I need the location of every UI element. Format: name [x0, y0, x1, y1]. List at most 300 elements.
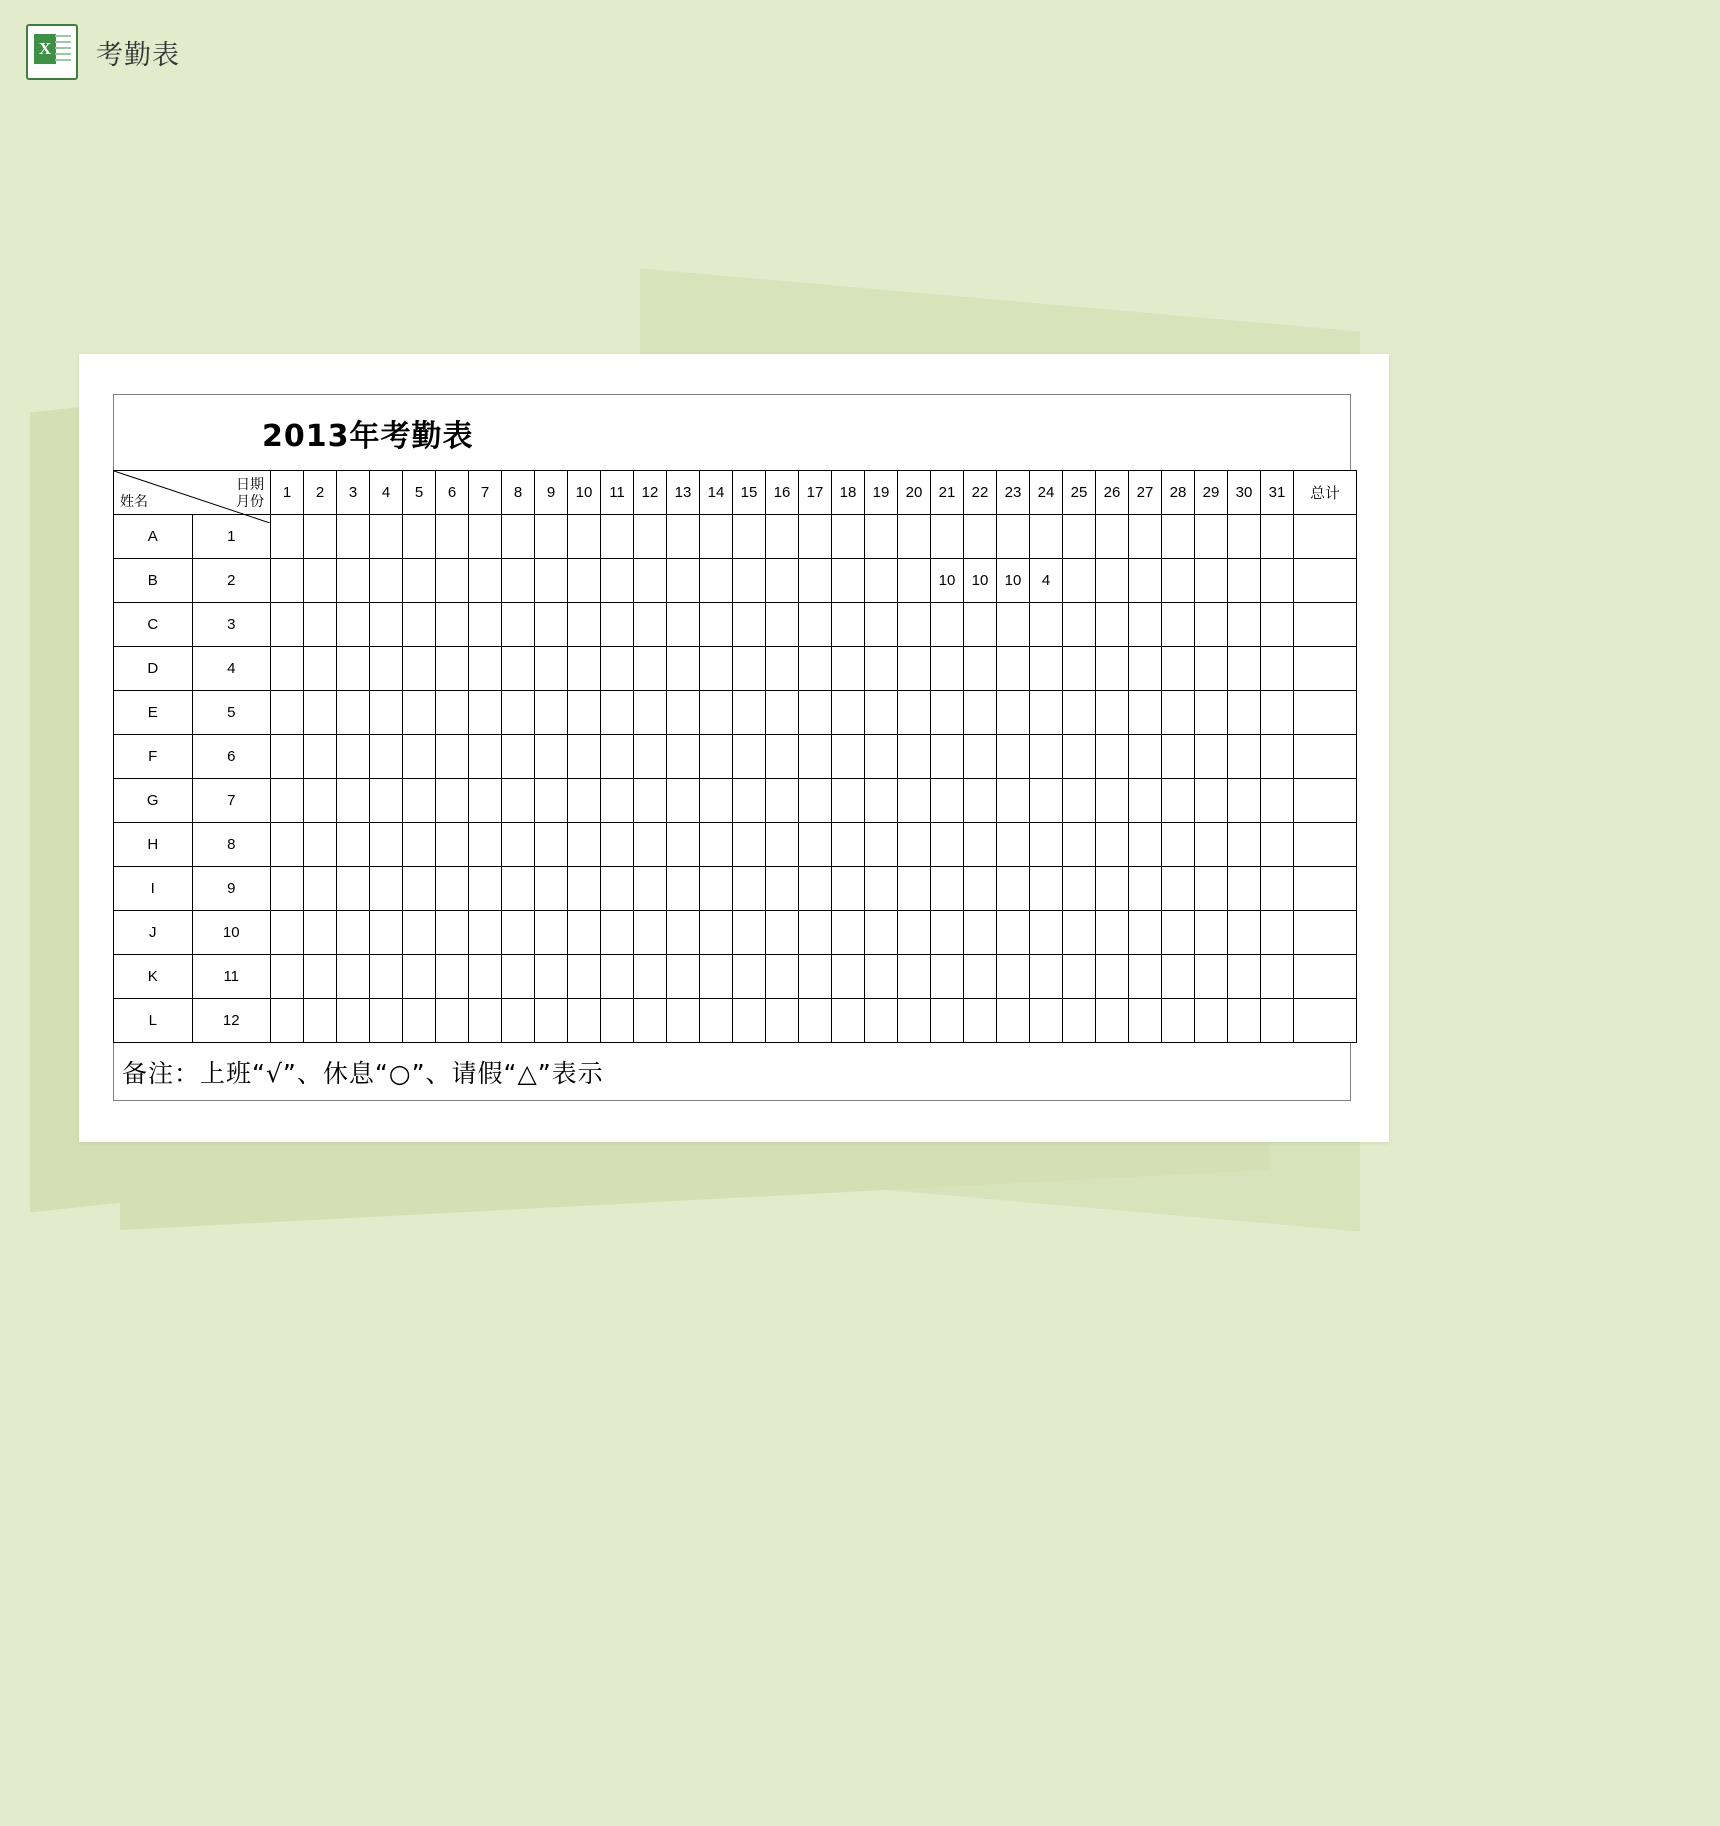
- cell-day-value[interactable]: [535, 955, 568, 999]
- cell-day-value[interactable]: [469, 735, 502, 779]
- cell-name[interactable]: J: [114, 911, 193, 955]
- cell-day-value[interactable]: [766, 735, 799, 779]
- cell-day-value[interactable]: [502, 779, 535, 823]
- cell-day-value[interactable]: [931, 735, 964, 779]
- cell-day-value[interactable]: [667, 779, 700, 823]
- cell-day-value[interactable]: [535, 603, 568, 647]
- cell-day-value[interactable]: [733, 867, 766, 911]
- cell-day-value[interactable]: [1228, 911, 1261, 955]
- cell-day-value[interactable]: [799, 559, 832, 603]
- cell-day-value[interactable]: [1030, 955, 1063, 999]
- cell-day-value[interactable]: [997, 515, 1030, 559]
- cell-day-value[interactable]: [766, 691, 799, 735]
- cell-day-value[interactable]: [370, 647, 403, 691]
- cell-day-value[interactable]: [733, 603, 766, 647]
- cell-day-value[interactable]: [799, 955, 832, 999]
- cell-day-value[interactable]: [700, 823, 733, 867]
- cell-day-value[interactable]: [304, 911, 337, 955]
- cell-day-value[interactable]: [1129, 823, 1162, 867]
- cell-day-value[interactable]: [1063, 999, 1096, 1043]
- cell-day-value[interactable]: [733, 515, 766, 559]
- cell-day-value[interactable]: [1063, 867, 1096, 911]
- cell-day-value[interactable]: [304, 515, 337, 559]
- cell-day-value[interactable]: [667, 515, 700, 559]
- cell-day-value[interactable]: [832, 911, 865, 955]
- cell-total[interactable]: [1294, 515, 1357, 559]
- cell-day-value[interactable]: [832, 955, 865, 999]
- cell-day-value[interactable]: [436, 911, 469, 955]
- cell-day-value[interactable]: [733, 559, 766, 603]
- cell-day-value[interactable]: [931, 603, 964, 647]
- cell-day-value[interactable]: [1195, 691, 1228, 735]
- cell-day-value[interactable]: [1162, 867, 1195, 911]
- cell-day-value[interactable]: [403, 823, 436, 867]
- cell-day-value[interactable]: [535, 911, 568, 955]
- cell-day-value[interactable]: [1228, 955, 1261, 999]
- cell-day-value[interactable]: [799, 911, 832, 955]
- cell-day-value[interactable]: [601, 735, 634, 779]
- cell-day-value[interactable]: [271, 647, 304, 691]
- cell-day-value[interactable]: [964, 999, 997, 1043]
- cell-day-value[interactable]: [601, 647, 634, 691]
- cell-day-value[interactable]: [304, 647, 337, 691]
- cell-day-value[interactable]: [1228, 779, 1261, 823]
- cell-day-value[interactable]: [502, 647, 535, 691]
- cell-day-value[interactable]: [898, 867, 931, 911]
- cell-month[interactable]: 7: [192, 779, 271, 823]
- cell-day-value[interactable]: [535, 823, 568, 867]
- cell-day-value[interactable]: [1261, 691, 1294, 735]
- cell-day-value[interactable]: [898, 735, 931, 779]
- cell-day-value[interactable]: [304, 691, 337, 735]
- cell-day-value[interactable]: [667, 955, 700, 999]
- cell-day-value[interactable]: [1195, 559, 1228, 603]
- cell-total[interactable]: [1294, 691, 1357, 735]
- cell-day-value[interactable]: [766, 955, 799, 999]
- cell-day-value[interactable]: [502, 911, 535, 955]
- cell-day-value[interactable]: [337, 867, 370, 911]
- cell-day-value[interactable]: [865, 955, 898, 999]
- cell-day-value[interactable]: [601, 823, 634, 867]
- cell-day-value[interactable]: [403, 779, 436, 823]
- cell-day-value[interactable]: [1162, 603, 1195, 647]
- cell-day-value[interactable]: [568, 515, 601, 559]
- cell-day-value[interactable]: [1096, 823, 1129, 867]
- cell-day-value[interactable]: [1195, 823, 1228, 867]
- cell-name[interactable]: C: [114, 603, 193, 647]
- cell-day-value[interactable]: [271, 559, 304, 603]
- cell-day-value[interactable]: [634, 603, 667, 647]
- cell-day-value[interactable]: [1096, 779, 1129, 823]
- cell-day-value[interactable]: [931, 867, 964, 911]
- cell-month[interactable]: 5: [192, 691, 271, 735]
- cell-day-value[interactable]: [1030, 911, 1063, 955]
- cell-day-value[interactable]: [997, 911, 1030, 955]
- cell-day-value[interactable]: [1129, 603, 1162, 647]
- cell-day-value[interactable]: [469, 911, 502, 955]
- cell-day-value[interactable]: [766, 999, 799, 1043]
- cell-day-value[interactable]: [799, 647, 832, 691]
- cell-day-value[interactable]: [1030, 603, 1063, 647]
- cell-day-value[interactable]: [337, 647, 370, 691]
- cell-day-value[interactable]: [799, 823, 832, 867]
- cell-day-value[interactable]: [469, 603, 502, 647]
- cell-day-value[interactable]: [766, 647, 799, 691]
- cell-day-value[interactable]: [403, 955, 436, 999]
- cell-day-value[interactable]: [964, 867, 997, 911]
- cell-day-value[interactable]: [799, 735, 832, 779]
- cell-day-value[interactable]: [1195, 603, 1228, 647]
- cell-total[interactable]: [1294, 603, 1357, 647]
- cell-day-value[interactable]: [1096, 735, 1129, 779]
- cell-day-value[interactable]: [337, 999, 370, 1043]
- cell-day-value[interactable]: [1096, 911, 1129, 955]
- cell-day-value[interactable]: [1129, 647, 1162, 691]
- cell-day-value[interactable]: [931, 999, 964, 1043]
- cell-day-value[interactable]: [1195, 515, 1228, 559]
- cell-day-value[interactable]: [1030, 691, 1063, 735]
- cell-day-value[interactable]: [931, 691, 964, 735]
- cell-day-value[interactable]: [469, 955, 502, 999]
- cell-day-value[interactable]: [1129, 999, 1162, 1043]
- cell-name[interactable]: A: [114, 515, 193, 559]
- cell-day-value[interactable]: [502, 999, 535, 1043]
- cell-day-value[interactable]: [337, 515, 370, 559]
- cell-day-value[interactable]: [799, 691, 832, 735]
- cell-day-value[interactable]: [1063, 911, 1096, 955]
- cell-day-value[interactable]: [271, 603, 304, 647]
- cell-day-value[interactable]: [898, 559, 931, 603]
- cell-day-value[interactable]: [403, 999, 436, 1043]
- cell-day-value[interactable]: [733, 823, 766, 867]
- cell-day-value[interactable]: [1261, 867, 1294, 911]
- cell-day-value[interactable]: [700, 603, 733, 647]
- cell-total[interactable]: [1294, 999, 1357, 1043]
- cell-day-value[interactable]: [931, 823, 964, 867]
- cell-day-value[interactable]: [1030, 823, 1063, 867]
- cell-day-value[interactable]: [865, 823, 898, 867]
- cell-day-value[interactable]: [700, 559, 733, 603]
- cell-day-value[interactable]: [1228, 735, 1261, 779]
- cell-day-value[interactable]: [1228, 559, 1261, 603]
- cell-day-value[interactable]: [1030, 515, 1063, 559]
- cell-day-value[interactable]: [634, 955, 667, 999]
- cell-day-value[interactable]: 4: [1030, 559, 1063, 603]
- cell-day-value[interactable]: [568, 823, 601, 867]
- cell-day-value[interactable]: [1261, 647, 1294, 691]
- cell-day-value[interactable]: [436, 515, 469, 559]
- cell-day-value[interactable]: [1228, 515, 1261, 559]
- cell-day-value[interactable]: [568, 691, 601, 735]
- cell-day-value[interactable]: [304, 779, 337, 823]
- cell-day-value[interactable]: [1162, 779, 1195, 823]
- cell-month[interactable]: 9: [192, 867, 271, 911]
- cell-day-value[interactable]: [964, 735, 997, 779]
- cell-day-value[interactable]: [799, 867, 832, 911]
- cell-day-value[interactable]: [1063, 515, 1096, 559]
- cell-day-value[interactable]: [469, 999, 502, 1043]
- cell-day-value[interactable]: [370, 603, 403, 647]
- cell-day-value[interactable]: 10: [964, 559, 997, 603]
- cell-day-value[interactable]: [700, 999, 733, 1043]
- cell-day-value[interactable]: [1030, 999, 1063, 1043]
- cell-day-value[interactable]: [1195, 999, 1228, 1043]
- cell-day-value[interactable]: [832, 559, 865, 603]
- cell-day-value[interactable]: [964, 603, 997, 647]
- cell-day-value[interactable]: [634, 647, 667, 691]
- cell-day-value[interactable]: [1030, 867, 1063, 911]
- cell-day-value[interactable]: [1261, 911, 1294, 955]
- cell-day-value[interactable]: [1030, 647, 1063, 691]
- cell-day-value[interactable]: [997, 999, 1030, 1043]
- cell-day-value[interactable]: [568, 779, 601, 823]
- cell-day-value[interactable]: [436, 559, 469, 603]
- cell-name[interactable]: G: [114, 779, 193, 823]
- cell-day-value[interactable]: [1096, 691, 1129, 735]
- cell-day-value[interactable]: [832, 867, 865, 911]
- cell-day-value[interactable]: [931, 911, 964, 955]
- cell-day-value[interactable]: [568, 647, 601, 691]
- cell-month[interactable]: 6: [192, 735, 271, 779]
- cell-day-value[interactable]: [667, 691, 700, 735]
- cell-day-value[interactable]: [436, 867, 469, 911]
- cell-day-value[interactable]: [535, 691, 568, 735]
- cell-day-value[interactable]: [1261, 515, 1294, 559]
- cell-day-value[interactable]: [469, 559, 502, 603]
- cell-day-value[interactable]: [403, 603, 436, 647]
- cell-day-value[interactable]: [865, 867, 898, 911]
- cell-day-value[interactable]: [1129, 867, 1162, 911]
- cell-day-value[interactable]: [535, 999, 568, 1043]
- cell-day-value[interactable]: [832, 691, 865, 735]
- cell-day-value[interactable]: [403, 867, 436, 911]
- cell-day-value[interactable]: [634, 999, 667, 1043]
- cell-name[interactable]: E: [114, 691, 193, 735]
- cell-day-value[interactable]: [1195, 735, 1228, 779]
- cell-day-value[interactable]: [832, 779, 865, 823]
- cell-day-value[interactable]: [931, 779, 964, 823]
- cell-day-value[interactable]: [799, 779, 832, 823]
- cell-day-value[interactable]: [700, 691, 733, 735]
- cell-name[interactable]: I: [114, 867, 193, 911]
- cell-day-value[interactable]: [1195, 647, 1228, 691]
- cell-day-value[interactable]: [700, 779, 733, 823]
- cell-day-value[interactable]: [568, 867, 601, 911]
- cell-day-value[interactable]: [1195, 955, 1228, 999]
- cell-day-value[interactable]: [1162, 691, 1195, 735]
- cell-day-value[interactable]: [865, 779, 898, 823]
- cell-day-value[interactable]: [898, 779, 931, 823]
- cell-day-value[interactable]: [964, 691, 997, 735]
- cell-day-value[interactable]: [898, 823, 931, 867]
- cell-day-value[interactable]: [502, 735, 535, 779]
- cell-month[interactable]: 10: [192, 911, 271, 955]
- cell-day-value[interactable]: [766, 911, 799, 955]
- cell-day-value[interactable]: [436, 779, 469, 823]
- cell-day-value[interactable]: [1195, 911, 1228, 955]
- cell-day-value[interactable]: [898, 691, 931, 735]
- cell-day-value[interactable]: [799, 999, 832, 1043]
- cell-day-value[interactable]: [634, 691, 667, 735]
- cell-day-value[interactable]: [1096, 515, 1129, 559]
- cell-day-value[interactable]: [271, 691, 304, 735]
- cell-day-value[interactable]: [1063, 647, 1096, 691]
- cell-day-value[interactable]: [436, 735, 469, 779]
- cell-day-value[interactable]: [634, 515, 667, 559]
- cell-day-value[interactable]: [469, 647, 502, 691]
- cell-day-value[interactable]: [964, 779, 997, 823]
- cell-day-value[interactable]: [1261, 779, 1294, 823]
- cell-name[interactable]: H: [114, 823, 193, 867]
- cell-day-value[interactable]: [403, 559, 436, 603]
- cell-day-value[interactable]: [832, 999, 865, 1043]
- cell-day-value[interactable]: [535, 647, 568, 691]
- cell-day-value[interactable]: [634, 823, 667, 867]
- cell-day-value[interactable]: [469, 823, 502, 867]
- cell-day-value[interactable]: [1096, 867, 1129, 911]
- cell-day-value[interactable]: [832, 647, 865, 691]
- cell-day-value[interactable]: [931, 647, 964, 691]
- cell-total[interactable]: [1294, 647, 1357, 691]
- cell-day-value[interactable]: [436, 999, 469, 1043]
- cell-day-value[interactable]: [337, 911, 370, 955]
- cell-day-value[interactable]: [1129, 779, 1162, 823]
- cell-day-value[interactable]: [1129, 515, 1162, 559]
- cell-day-value[interactable]: [1261, 559, 1294, 603]
- cell-day-value[interactable]: [997, 735, 1030, 779]
- cell-day-value[interactable]: [370, 735, 403, 779]
- cell-day-value[interactable]: [964, 911, 997, 955]
- cell-day-value[interactable]: [931, 515, 964, 559]
- cell-day-value[interactable]: [865, 735, 898, 779]
- cell-day-value[interactable]: [634, 911, 667, 955]
- cell-day-value[interactable]: [1063, 603, 1096, 647]
- cell-day-value[interactable]: [1228, 603, 1261, 647]
- cell-day-value[interactable]: [337, 779, 370, 823]
- cell-day-value[interactable]: [370, 999, 403, 1043]
- cell-day-value[interactable]: [502, 823, 535, 867]
- cell-day-value[interactable]: [832, 823, 865, 867]
- cell-day-value[interactable]: [865, 647, 898, 691]
- cell-day-value[interactable]: [1096, 603, 1129, 647]
- cell-day-value[interactable]: [304, 823, 337, 867]
- cell-day-value[interactable]: [865, 691, 898, 735]
- cell-day-value[interactable]: [271, 515, 304, 559]
- cell-day-value[interactable]: [997, 867, 1030, 911]
- cell-day-value[interactable]: [1261, 955, 1294, 999]
- cell-day-value[interactable]: [535, 867, 568, 911]
- cell-total[interactable]: [1294, 779, 1357, 823]
- cell-day-value[interactable]: [733, 999, 766, 1043]
- cell-day-value[interactable]: [601, 955, 634, 999]
- cell-day-value[interactable]: [667, 867, 700, 911]
- cell-day-value[interactable]: [865, 911, 898, 955]
- cell-day-value[interactable]: [1096, 999, 1129, 1043]
- cell-day-value[interactable]: [997, 647, 1030, 691]
- cell-day-value[interactable]: [1096, 647, 1129, 691]
- cell-day-value[interactable]: [1261, 823, 1294, 867]
- cell-day-value[interactable]: [964, 823, 997, 867]
- cell-day-value[interactable]: [832, 515, 865, 559]
- cell-day-value[interactable]: [436, 955, 469, 999]
- cell-day-value[interactable]: [700, 955, 733, 999]
- cell-day-value[interactable]: [601, 515, 634, 559]
- cell-day-value[interactable]: [865, 999, 898, 1043]
- cell-day-value[interactable]: [700, 867, 733, 911]
- cell-day-value[interactable]: [601, 603, 634, 647]
- cell-day-value[interactable]: [799, 603, 832, 647]
- cell-name[interactable]: L: [114, 999, 193, 1043]
- cell-day-value[interactable]: [766, 823, 799, 867]
- cell-day-value[interactable]: [403, 691, 436, 735]
- cell-day-value[interactable]: [733, 955, 766, 999]
- cell-day-value[interactable]: [304, 735, 337, 779]
- cell-day-value[interactable]: [1162, 647, 1195, 691]
- cell-day-value[interactable]: [997, 691, 1030, 735]
- cell-day-value[interactable]: [1030, 779, 1063, 823]
- cell-day-value[interactable]: [1129, 735, 1162, 779]
- cell-day-value[interactable]: [865, 515, 898, 559]
- cell-total[interactable]: [1294, 735, 1357, 779]
- cell-day-value[interactable]: [898, 955, 931, 999]
- cell-day-value[interactable]: [469, 691, 502, 735]
- cell-day-value[interactable]: [568, 999, 601, 1043]
- cell-day-value[interactable]: [667, 999, 700, 1043]
- cell-day-value[interactable]: [964, 515, 997, 559]
- cell-day-value[interactable]: [370, 867, 403, 911]
- cell-day-value[interactable]: [370, 955, 403, 999]
- cell-day-value[interactable]: [997, 955, 1030, 999]
- cell-day-value[interactable]: [271, 779, 304, 823]
- cell-day-value[interactable]: [766, 559, 799, 603]
- cell-day-value[interactable]: [337, 955, 370, 999]
- cell-day-value[interactable]: [337, 559, 370, 603]
- cell-day-value[interactable]: [1096, 955, 1129, 999]
- cell-day-value[interactable]: [997, 823, 1030, 867]
- cell-day-value[interactable]: [271, 999, 304, 1043]
- cell-day-value[interactable]: [832, 603, 865, 647]
- cell-day-value[interactable]: [1162, 515, 1195, 559]
- cell-day-value[interactable]: [337, 735, 370, 779]
- cell-day-value[interactable]: [733, 647, 766, 691]
- cell-day-value[interactable]: [898, 515, 931, 559]
- cell-day-value[interactable]: 10: [931, 559, 964, 603]
- cell-day-value[interactable]: [568, 955, 601, 999]
- cell-day-value[interactable]: [1228, 647, 1261, 691]
- cell-day-value[interactable]: [766, 867, 799, 911]
- cell-day-value[interactable]: [370, 691, 403, 735]
- cell-day-value[interactable]: [733, 735, 766, 779]
- cell-day-value[interactable]: [1063, 823, 1096, 867]
- cell-day-value[interactable]: [898, 999, 931, 1043]
- cell-day-value[interactable]: [634, 867, 667, 911]
- cell-day-value[interactable]: [304, 999, 337, 1043]
- cell-day-value[interactable]: [568, 559, 601, 603]
- cell-day-value[interactable]: [601, 867, 634, 911]
- cell-day-value[interactable]: [1162, 823, 1195, 867]
- cell-day-value[interactable]: [304, 559, 337, 603]
- cell-day-value[interactable]: [403, 735, 436, 779]
- cell-day-value[interactable]: [898, 911, 931, 955]
- cell-day-value[interactable]: [733, 911, 766, 955]
- cell-day-value[interactable]: [535, 559, 568, 603]
- cell-day-value[interactable]: [502, 691, 535, 735]
- cell-day-value[interactable]: [1261, 603, 1294, 647]
- cell-day-value[interactable]: [700, 911, 733, 955]
- cell-month[interactable]: 11: [192, 955, 271, 999]
- cell-day-value[interactable]: [601, 911, 634, 955]
- cell-day-value[interactable]: [1063, 735, 1096, 779]
